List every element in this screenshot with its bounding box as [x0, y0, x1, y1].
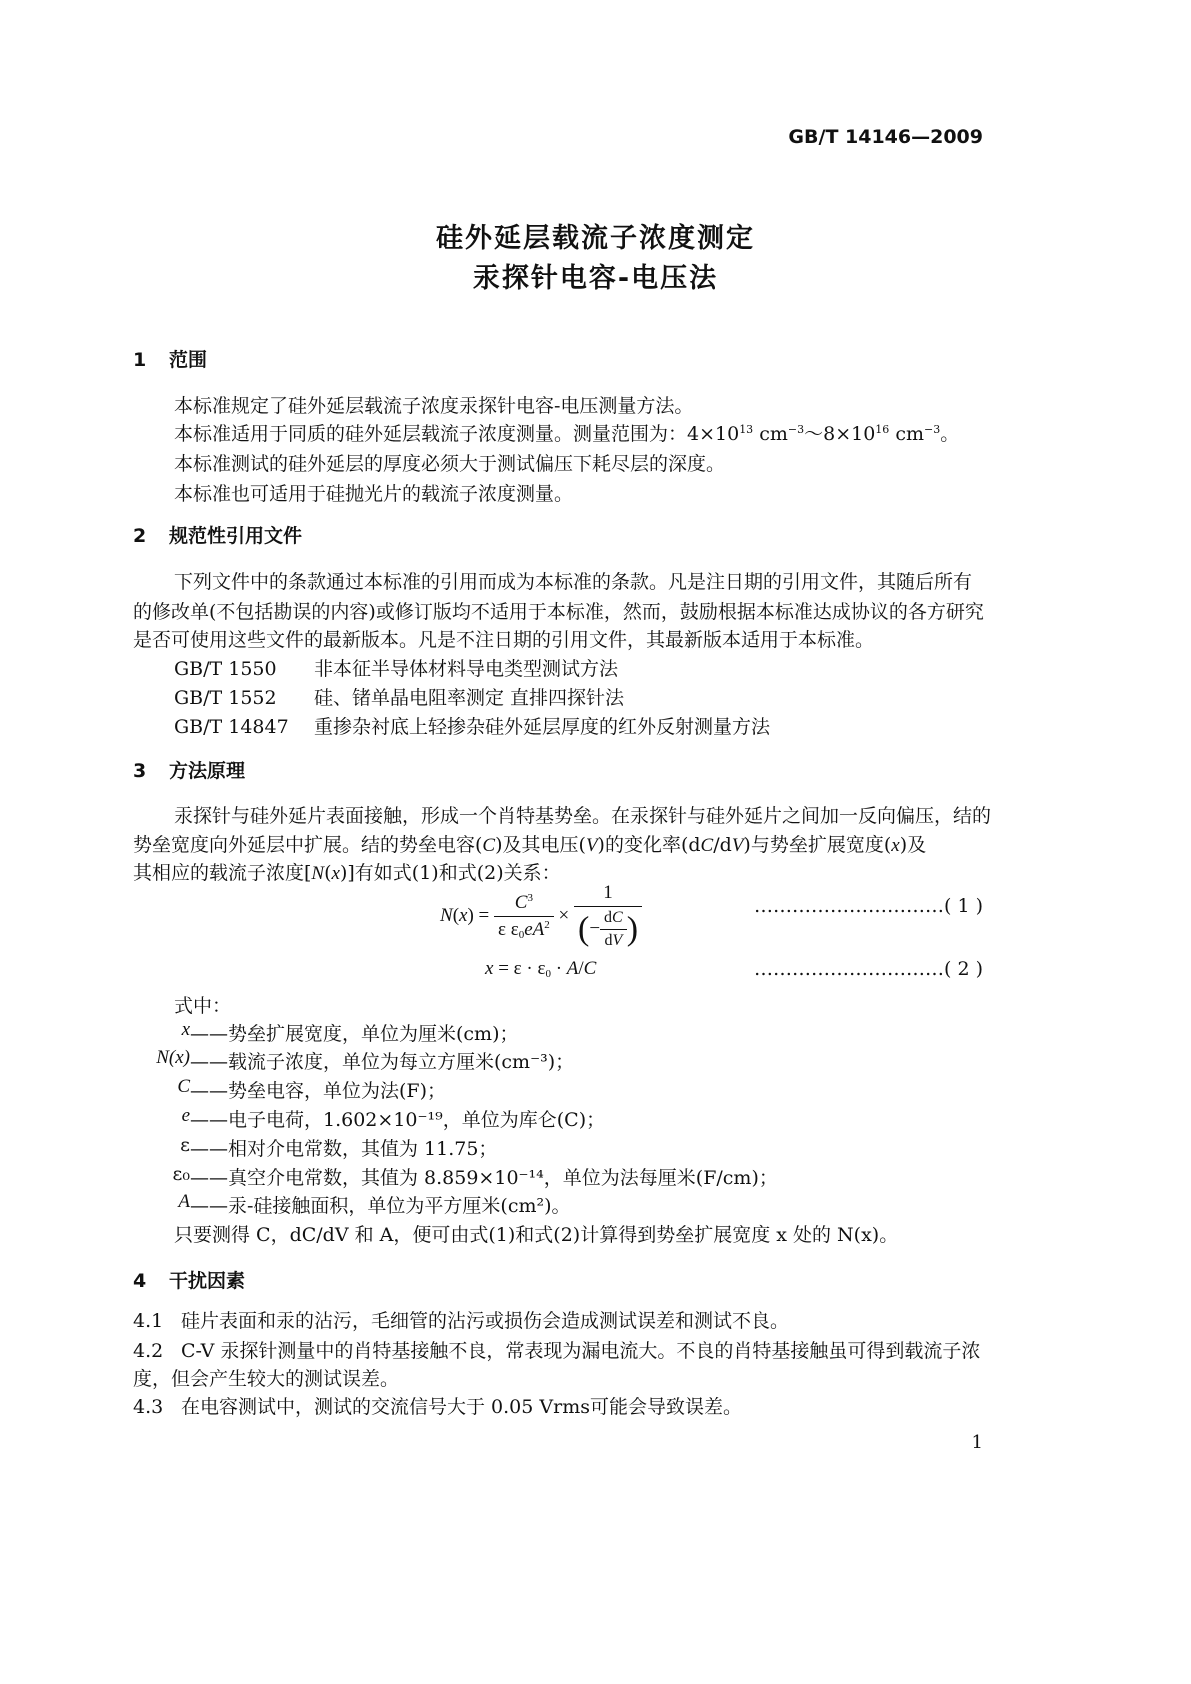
text: /d	[713, 834, 732, 856]
section-number: 1	[133, 349, 147, 371]
definition-row	[0, 1076, 1191, 1104]
definition-text: ——相对介电常数，其值为 11.75；	[190, 1138, 498, 1160]
text: ～8×10	[804, 423, 876, 445]
item-number: 4.1	[133, 1310, 164, 1332]
definition-text: ——电子电荷，1.602×10⁻¹⁹，单位为库仑(C)；	[190, 1109, 606, 1131]
reference-code: GB/T 14847	[174, 716, 289, 738]
item-number: 4.2	[133, 1340, 164, 1362]
symbol: C	[700, 835, 714, 856]
eq1-fraction-1	[494, 892, 554, 941]
superscript: 16	[875, 423, 890, 436]
section-title: 方法原理	[169, 760, 246, 782]
definition-row	[0, 1163, 1191, 1191]
eq1-times: ×	[558, 905, 570, 926]
superscript: −3	[924, 423, 941, 436]
text: cm	[753, 423, 788, 445]
section-heading-2	[133, 521, 302, 548]
definition-symbol: ε₀	[172, 1163, 190, 1185]
eq1-denominator: ε $\varepsilon_0eA^2$	[494, 916, 554, 941]
eq2-label	[754, 958, 983, 980]
reference-code: GB/T 1550	[174, 658, 277, 680]
item-text: 硅片表面和汞的沾污，毛细管的沾污或损伤会造成测试误差和测试不良。	[181, 1310, 790, 1332]
equation-number: ( 2 )	[944, 958, 983, 980]
s3-line-3	[133, 858, 561, 885]
reference-title: 硅、锗单晶电阻率测定 直排四探针法	[314, 687, 625, 709]
item-number: 4.3	[133, 1396, 164, 1418]
text: 势垒宽度向外延层中扩展。结的势垒电容(	[133, 834, 483, 856]
section-title: 范围	[169, 349, 208, 371]
section-heading-1	[133, 345, 207, 372]
text: )]有如式(1)和式(2)关系：	[339, 862, 561, 884]
s1-paragraph-1: 本标准规定了硅外延层载流子浓度汞探针电容-电压测量方法。	[174, 395, 694, 417]
s3-line-2	[133, 830, 926, 857]
section-heading-4	[133, 1266, 245, 1293]
equation-number: ( 1 )	[944, 895, 983, 917]
definition-row	[0, 1105, 1191, 1133]
eq1-denominator-2: (− $\frac{dC}{dV}$ )	[574, 906, 642, 950]
title-line-2: 汞探针电容-电压法	[472, 263, 719, 294]
s4-item-3	[133, 1392, 742, 1419]
standard-code: GB/T 14146—2009	[788, 126, 983, 148]
eq1-lhs: N(x) =	[440, 905, 494, 926]
text: )与势垒扩展宽度(	[743, 834, 892, 856]
section-title: 规范性引用文件	[169, 525, 303, 547]
symbol: x	[331, 863, 340, 884]
s2-line-3: 是否可使用这些文件的最新版本。凡是不注日期的引用文件，其最新版本适用于本标准。	[133, 629, 875, 651]
reference-code: GB/T 1552	[174, 687, 277, 709]
s1-paragraph-2	[174, 419, 959, 446]
section-number: 2	[133, 525, 147, 547]
definition-symbol: ε	[180, 1134, 190, 1156]
equation-2: $x = \varepsilon \cdot \varepsilon_0 \cdot A/C$	[485, 958, 597, 980]
definition-text: ——势垒扩展宽度，单位为厘米(cm)；	[190, 1023, 519, 1045]
reference-title: 非本征半导体材料导电类型测试方法	[314, 658, 619, 680]
definition-text: ——势垒电容，单位为法(F)；	[190, 1080, 447, 1102]
s2-line-1: 下列文件中的条款通过本标准的引用而成为本标准的条款。凡是注日期的引用文件，其随后所有	[174, 571, 973, 593]
section-number: 4	[133, 1270, 147, 1292]
reference-title: 重掺杂衬底上轻掺杂硅外延层厚度的红外反射测量方法	[314, 716, 771, 738]
superscript: −3	[787, 423, 805, 436]
s4-item-2-continued	[133, 1364, 399, 1391]
definition-symbol: A	[178, 1191, 190, 1212]
definition-text: ——真空介电常数，其值为 8.859×10⁻¹⁴，单位为法每厘米(F/cm)；	[190, 1167, 778, 1189]
s3-line-1: 汞探针与硅外延片表面接触，形成一个肖特基势垒。在汞探针与硅外延片之间加一反向偏压，结的	[174, 805, 992, 827]
item-text: C-V 汞探针测量中的肖特基接触不良，常表现为漏电流大。不良的肖特基接触虽可得到载流子浓	[181, 1340, 981, 1362]
reference-item	[174, 712, 770, 739]
text: 。	[940, 423, 960, 445]
definition-symbol: N(x)	[156, 1047, 190, 1068]
superscript: 13	[739, 423, 754, 436]
reference-item	[174, 683, 624, 710]
text: cm	[889, 423, 924, 445]
eq1-label	[754, 895, 983, 917]
text: )及	[899, 834, 927, 856]
reference-item	[174, 654, 618, 681]
s4-item-1	[133, 1306, 789, 1333]
section-number: 3	[133, 760, 147, 782]
text: (	[324, 862, 332, 884]
definition-row	[0, 1134, 1191, 1162]
item-text: 度，但会产生较大的测试误差。	[133, 1368, 400, 1390]
item-text: 在电容测试中，测试的交流信号大于 0.05 Vrms可能会导致误差。	[181, 1396, 742, 1418]
section-heading-3	[133, 756, 245, 783]
symbol: V	[731, 835, 744, 856]
where-label: 式中：	[174, 995, 232, 1017]
definition-row	[0, 1047, 1191, 1075]
definition-row	[0, 1191, 1191, 1219]
text: 本标准适用于同质的硅外延层载流子浓度测量。测量范围为：4×10	[174, 423, 740, 445]
text: 其相应的载流子浓度[	[133, 862, 312, 884]
title-line-1: 硅外延层载流子浓度测定	[436, 223, 755, 254]
section-title: 干扰因素	[169, 1270, 246, 1292]
definition-symbol: e	[181, 1105, 190, 1126]
eq1-numerator-2: 1	[603, 882, 613, 903]
leader-dots: …………………………	[754, 895, 944, 917]
definition-text: ——载流子浓度，单位为每立方厘米(cm⁻³)；	[190, 1051, 575, 1073]
symbol: x	[891, 835, 900, 856]
equation-1	[440, 882, 642, 950]
definition-row	[0, 1019, 1191, 1047]
eq1-fraction-2	[574, 882, 642, 950]
text: )的变化率(d	[597, 834, 701, 856]
definition-symbol: C	[177, 1076, 190, 1097]
symbol: C	[482, 835, 496, 856]
page-number: 1	[971, 1432, 983, 1453]
definition-text: ——汞-硅接触面积，单位为平方厘米(cm²)。	[190, 1195, 571, 1217]
eq1-numerator: $C^3$	[514, 891, 533, 913]
symbol: N	[311, 863, 325, 884]
definition-symbol: x	[181, 1019, 190, 1040]
s3-final-line: 只要测得 C，dC/dV 和 A，便可由式(1)和式(2)计算得到势垒扩展宽度 x 处的 N(x)。	[174, 1224, 899, 1246]
text: )及其电压(	[495, 834, 586, 856]
s1-paragraph-3: 本标准测试的硅外延层的厚度必须大于测试偏压下耗尽层的深度。	[174, 453, 726, 475]
s1-paragraph-4: 本标准也可适用于硅抛光片的载流子浓度测量。	[174, 483, 574, 505]
leader-dots: …………………………	[754, 958, 944, 980]
symbol: V	[585, 835, 598, 856]
s4-item-2	[133, 1336, 980, 1363]
s2-line-2: 的修改单(不包括勘误的内容)或修订版均不适用于本标准，然而，鼓励根据本标准达成协议的各方研究	[133, 601, 984, 623]
